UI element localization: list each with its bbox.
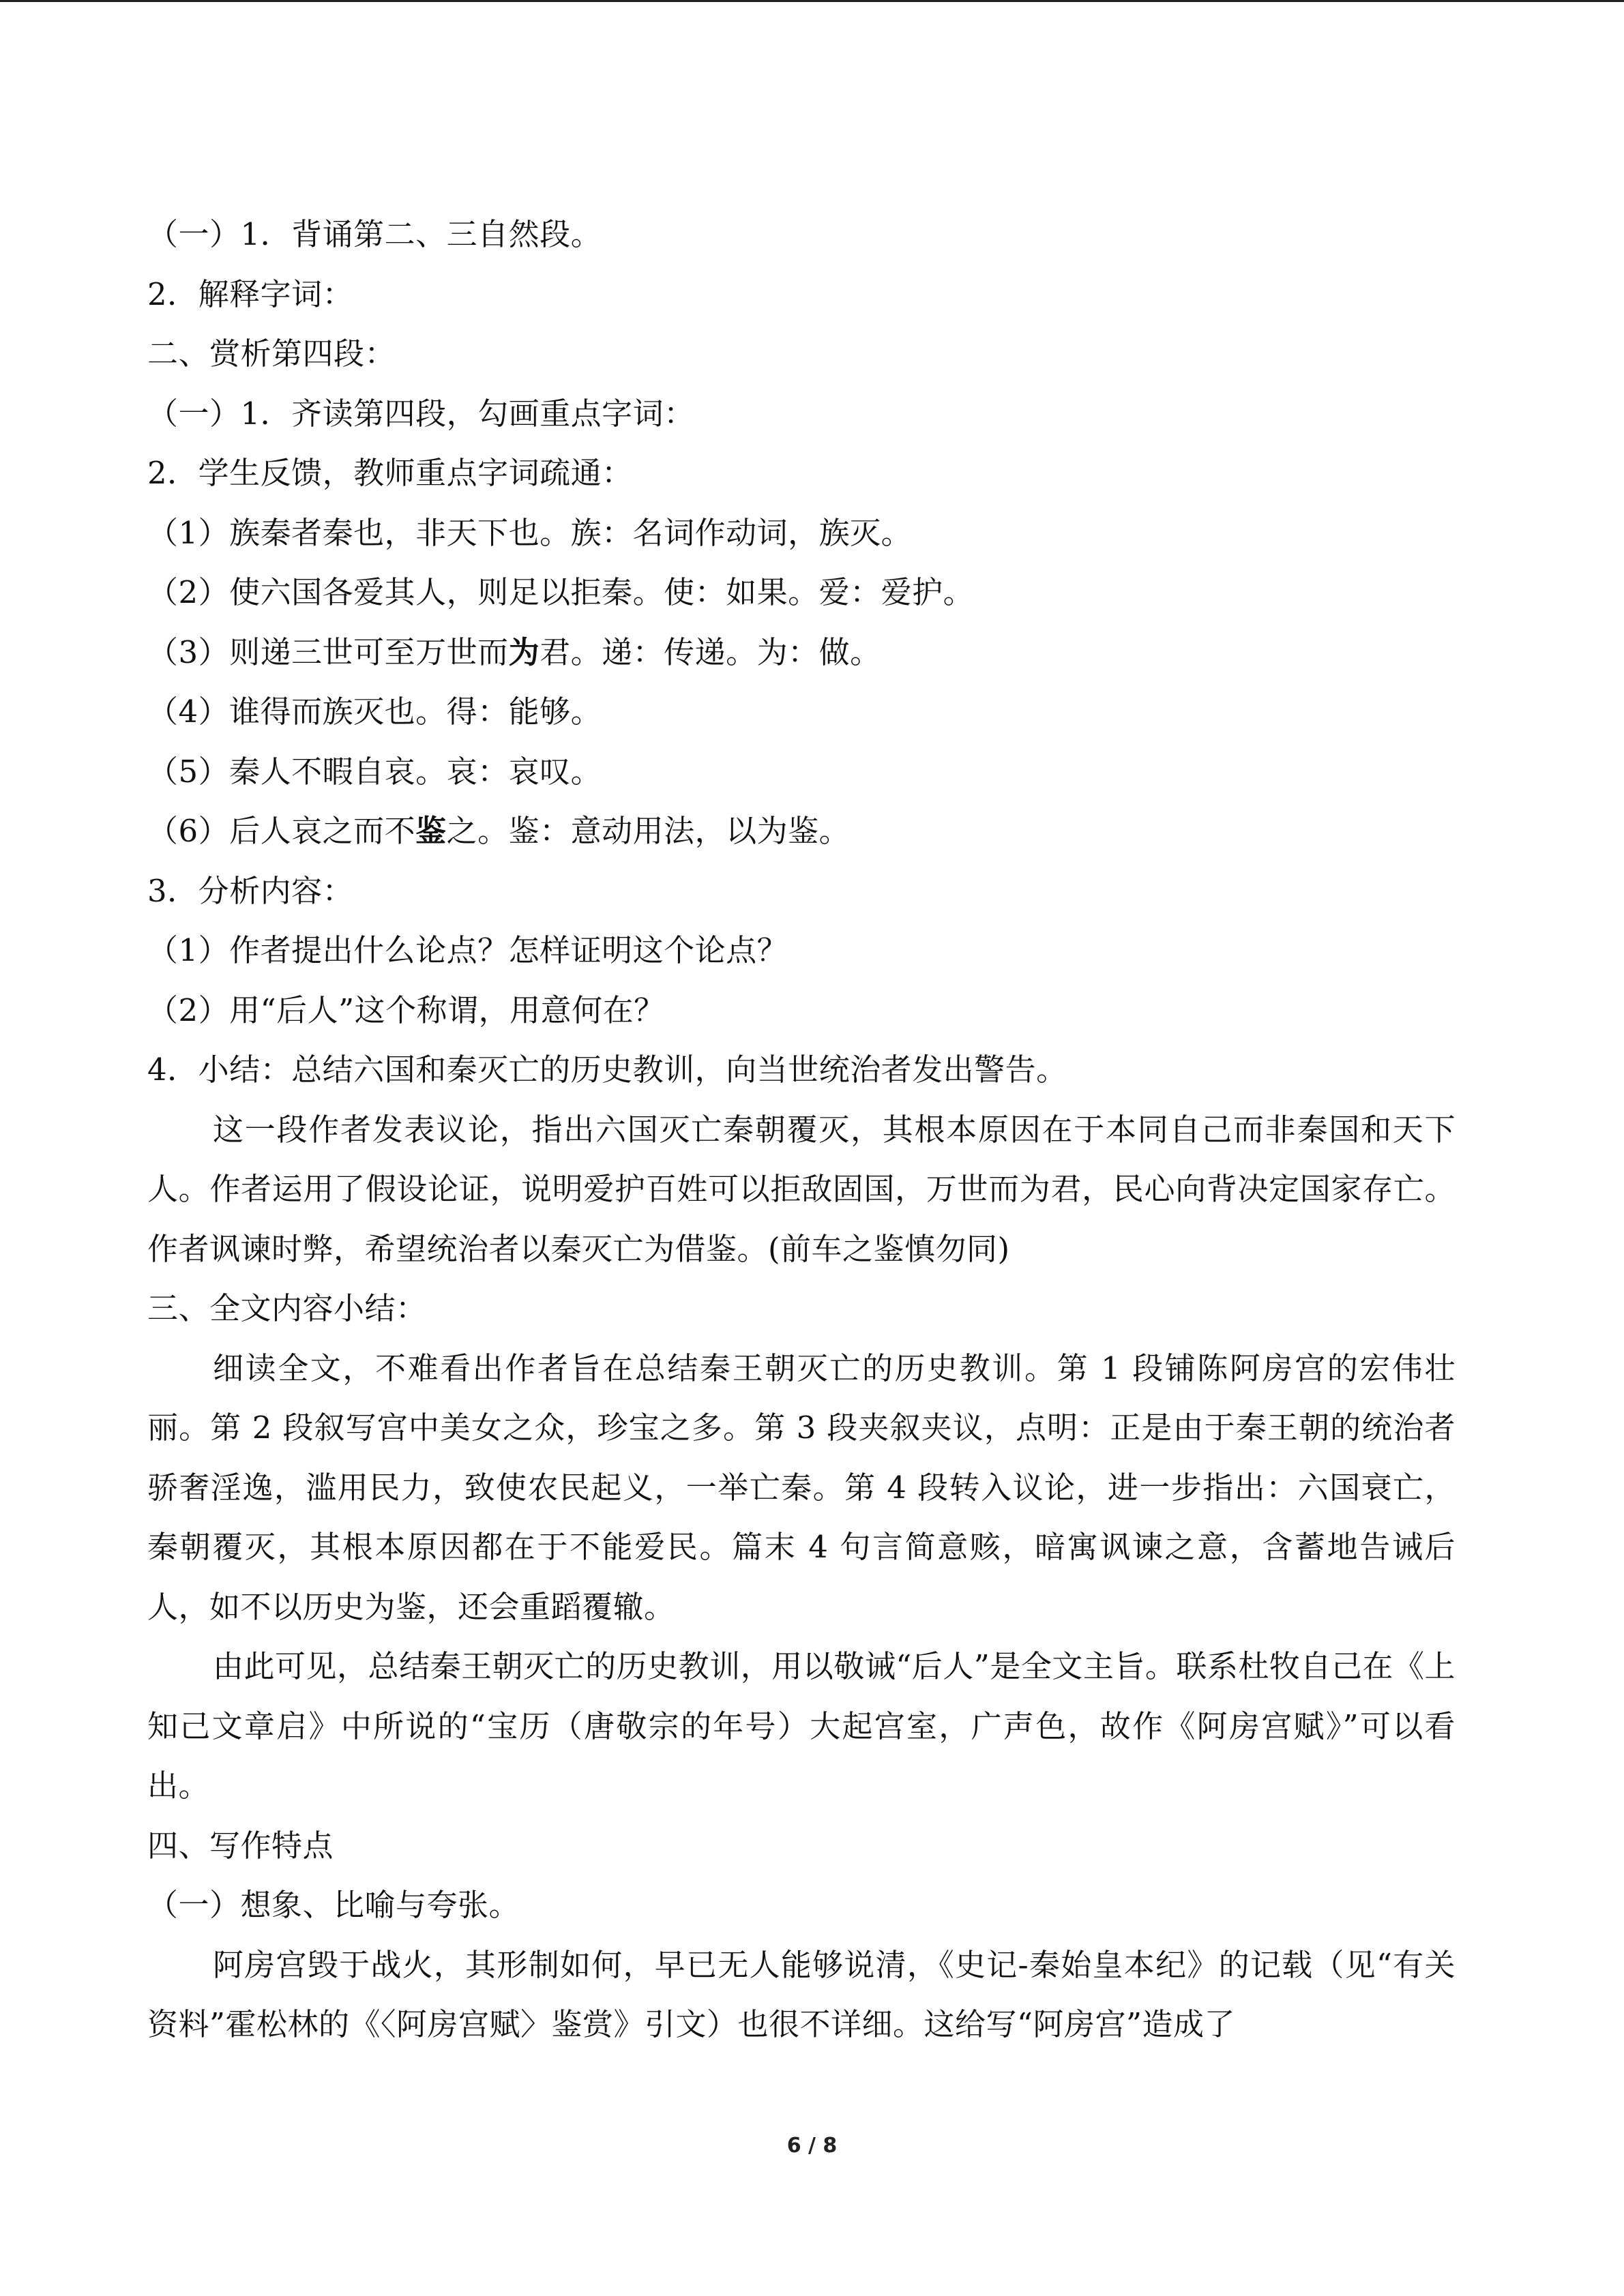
text-line: （一）想象、比喻与夸张。 [147,1887,520,1923]
text-line: （2）用“后人”这个称谓，用意何在？ [147,992,665,1028]
text-line: （2）使六国各爱其人，则足以拒秦。使：如果。爱：爱护。 [147,574,975,610]
paragraph: 这一段作者发表议论，指出六国灭亡秦朝覆灭，其根本原因在于本同自己而非秦国和天下人。作者运用了假设论证，说明爱护百姓可以拒敌固国，万世而为君，民心向背决定国家存亡。作者讽谏时弊，希望统治者以秦灭亡为借鉴。(前车之鉴慎勿同) [147,1111,1456,1267]
paragraph: 阿房宫毁于战火，其形制如何，早已无人能够说清，《史记-秦始皇本纪》的记载（见“有关资料”霍松林的《〈阿房宫赋〉鉴赏》引文）也很不详细。这给写“阿房宫”造成了 [147,1946,1456,2042]
text-segment: （3）则递三世可至万世而 [147,633,509,670]
text-line: 2．解释字词： [147,275,354,312]
text-line: （一）1．背诵第二、三自然段。 [147,216,602,252]
section-heading: 三、全文内容小结： [147,1290,427,1326]
text-line: 2．学生反馈，教师重点字词疏通： [147,455,633,491]
section-heading: 二、赏析第四段： [147,336,396,372]
text-segment: 君。递：传递。为：做。 [540,633,881,670]
paragraph: 由此可见，总结秦王朝灭亡的历史教训，用以敬诫“后人”是全文主旨。联系杜牧自己在《上知己文章启》中所说的“宝历（唐敬宗的年号）大起宫室，广声色，故作《阿房宫赋》”可以看出。 [147,1648,1456,1804]
bold-character: 为 [508,633,540,670]
text-line [147,623,1456,683]
text-line: （1）族秦者秦也，非天下也。族：名词作动词，族灭。 [147,514,913,551]
text-line: （一）1．齐读第四段，勾画重点字词： [147,395,695,432]
text-segment: 之。鉴：意动用法，以为鉴。 [446,813,851,849]
text-line: （1）作者提出什么论点？怎样证明这个论点？ [147,932,788,968]
text-line [147,801,1456,861]
text-line: 4．小结：总结六国和秦灭亡的历史教训，向当世统治者发出警告。 [147,1052,1067,1088]
bold-character: 鉴 [415,813,447,849]
top-border-rule [0,0,1624,2]
document-body [147,205,1456,2055]
text-segment: （6）后人哀之而不 [147,813,416,849]
section-heading: 四、写作特点 [147,1827,334,1864]
text-line: （4）谁得而族灭也。得：能够。 [147,694,602,730]
text-line: （5）秦人不暇自哀。哀：哀叹。 [147,753,602,790]
paragraph: 细读全文，不难看出作者旨在总结秦王朝灭亡的历史教训。第 1 段铺陈阿房宫的宏伟壮丽。第 2 段叙写宫中美女之众，珍宝之多。第 3 段夹叙夹议，点明：正是由于秦王朝的统治者骄奢淫逸，滥用民力，致使农民起义，一举亡秦。第 4 段转入议论，进一步指出：六国衰亡，秦朝覆灭，其根本原因都在于不能爱民。篇末 4 句言简意赅，暗寓讽谏之意，含蓄地告诫后人，如不以历史为鉴，还会重蹈覆辙。 [147,1350,1456,1625]
text-line: 3．分析内容： [147,872,354,909]
page-number: 6 / 8 [786,2134,838,2158]
